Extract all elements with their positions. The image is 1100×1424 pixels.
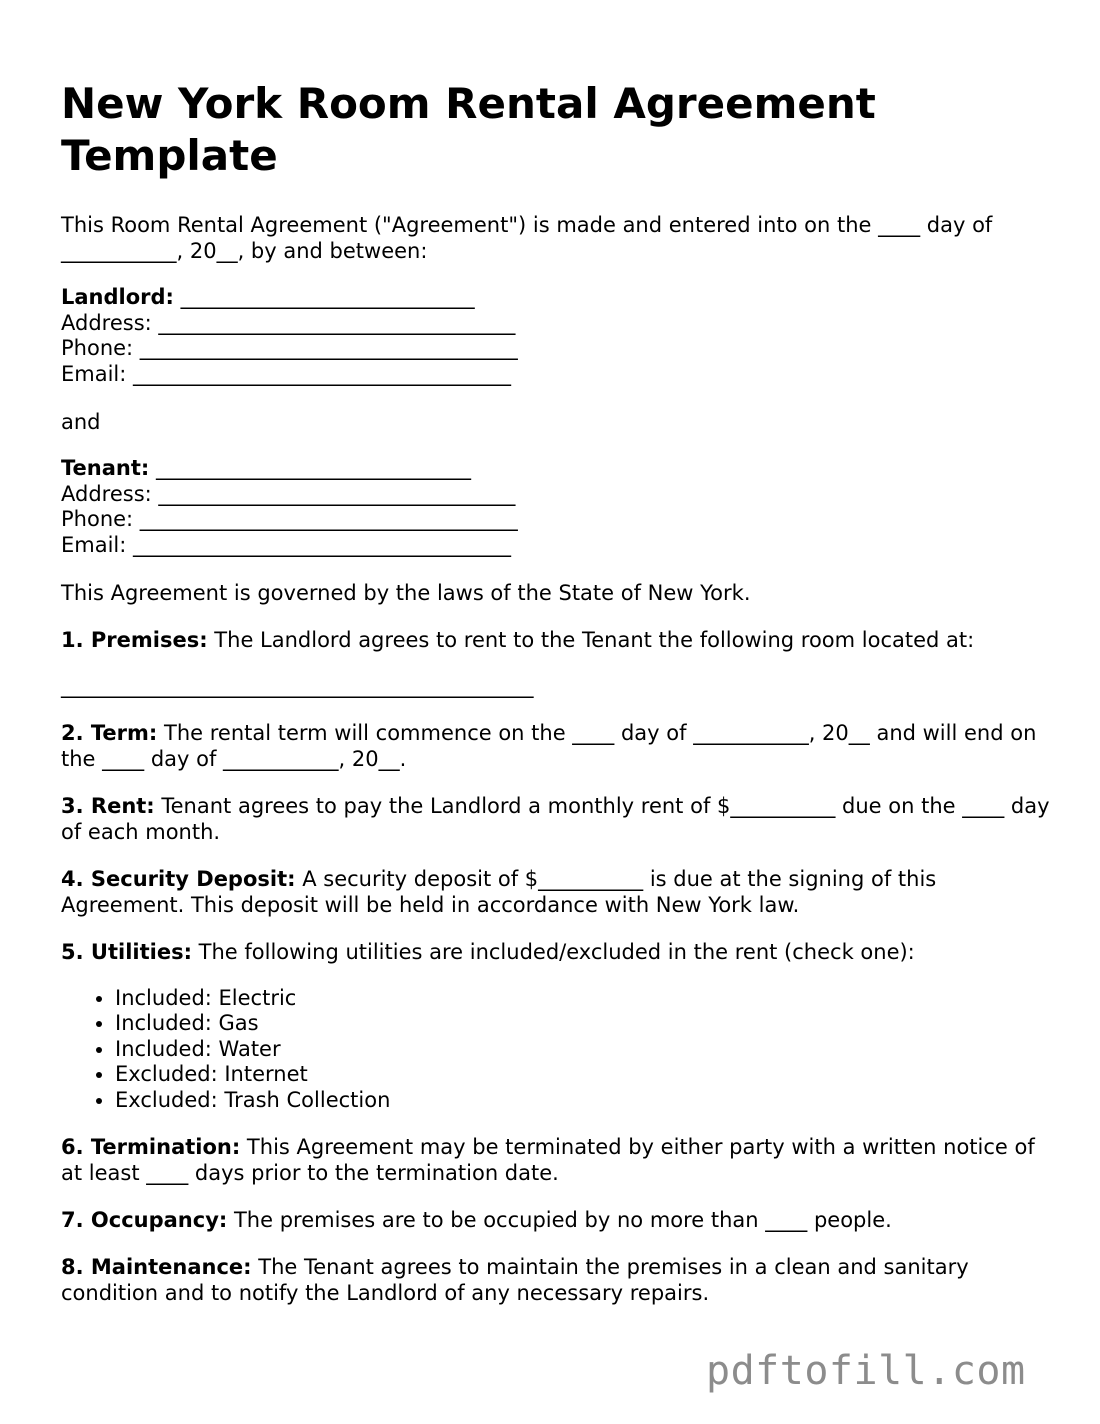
occupancy-text: The premises are to be occupied by no more than ____ people. <box>227 1208 892 1233</box>
deposit-text: A security deposit of $__________ is due at the signing of this Agreement. This deposit will be held in accordance with New York law. <box>61 866 937 917</box>
landlord-email: Email: ____________________________________ <box>61 362 512 387</box>
utilities-list <box>61 986 1051 1114</box>
landlord-label: Landlord: <box>61 285 174 309</box>
document-page <box>61 78 1051 1306</box>
and-text: and <box>61 409 101 434</box>
maintenance-text: The Tenant agrees to maintain the premises in a clean and sanitary condition and to notify the Landlord of any necessary repairs. <box>61 1255 969 1306</box>
list-item: • Excluded: Internet <box>115 1062 1051 1088</box>
landlord-name-blank: ____________________________ <box>180 285 475 309</box>
tenant-name-line <box>61 456 1051 482</box>
title-line-1: New York Room Rental Agreement <box>61 79 876 128</box>
list-item: • Included: Electric <box>115 986 1051 1012</box>
maintenance-title: 8. Maintenance: <box>61 1255 252 1280</box>
deposit-title: 4. Security Deposit: <box>61 866 296 891</box>
section-premises <box>61 627 1051 653</box>
term-title: 2. Term: <box>61 720 158 745</box>
section-term <box>61 720 1051 772</box>
occupancy-title: 7. Occupancy: <box>61 1208 228 1233</box>
term-text: The rental term will commence on the ____ day of ___________, 20__ and will end on the ____ day of ___________, 20__. <box>61 720 1037 771</box>
section-rent <box>61 793 1051 845</box>
tenant-label: Tenant: <box>61 455 150 480</box>
section-security-deposit <box>61 866 1051 918</box>
landlord-phone: Phone: ____________________________________ <box>61 336 518 361</box>
utilities-title: 5. Utilities: <box>61 939 192 964</box>
tenant-name-blank: ______________________________ <box>155 455 471 480</box>
watermark: pdftofill.com <box>706 1348 1026 1394</box>
tenant-phone: Phone: ____________________________________ <box>61 507 518 532</box>
termination-title: 6. Termination: <box>61 1135 241 1160</box>
tenant-email: Email: ____________________________________ <box>61 532 512 557</box>
premises-title: 1. Premises: <box>61 627 208 652</box>
tenant-block <box>61 456 1051 559</box>
landlord-address: Address: __________________________________ <box>61 310 516 335</box>
title-line-2: Template <box>61 131 278 180</box>
rent-title: 3. Rent: <box>61 793 155 818</box>
tenant-address: Address: __________________________________ <box>61 481 516 506</box>
document-title <box>61 78 1051 182</box>
list-item: • Included: Gas <box>115 1011 1051 1037</box>
termination-text: This Agreement may be terminated by either party with a written notice of at least ____ days prior to the termination date. <box>61 1135 1035 1186</box>
section-utilities <box>61 939 1051 965</box>
section-occupancy <box>61 1207 1051 1233</box>
rent-text: Tenant agrees to pay the Landlord a monthly rent of $__________ due on the ____ day of each month. <box>61 793 1050 844</box>
governing-law: This Agreement is governed by the laws of the State of New York. <box>61 580 751 605</box>
section-termination <box>61 1134 1051 1186</box>
landlord-block <box>61 285 1051 388</box>
premises-text: The Landlord agrees to rent to the Tenant the following room located at: <box>207 627 975 652</box>
landlord-name-line <box>61 285 1051 311</box>
section-maintenance <box>61 1254 1051 1306</box>
utilities-text: The following utilities are included/excluded in the rent (check one): <box>191 939 915 964</box>
premises-address-blank: _____________________________________________ <box>61 673 534 698</box>
list-item: • Excluded: Trash Collection <box>115 1088 1051 1114</box>
intro-paragraph: This Room Rental Agreement ("Agreement") is made and entered into on the ____ day of ___________, 20__, by and between: <box>61 213 993 263</box>
list-item: • Included: Water <box>115 1037 1051 1063</box>
